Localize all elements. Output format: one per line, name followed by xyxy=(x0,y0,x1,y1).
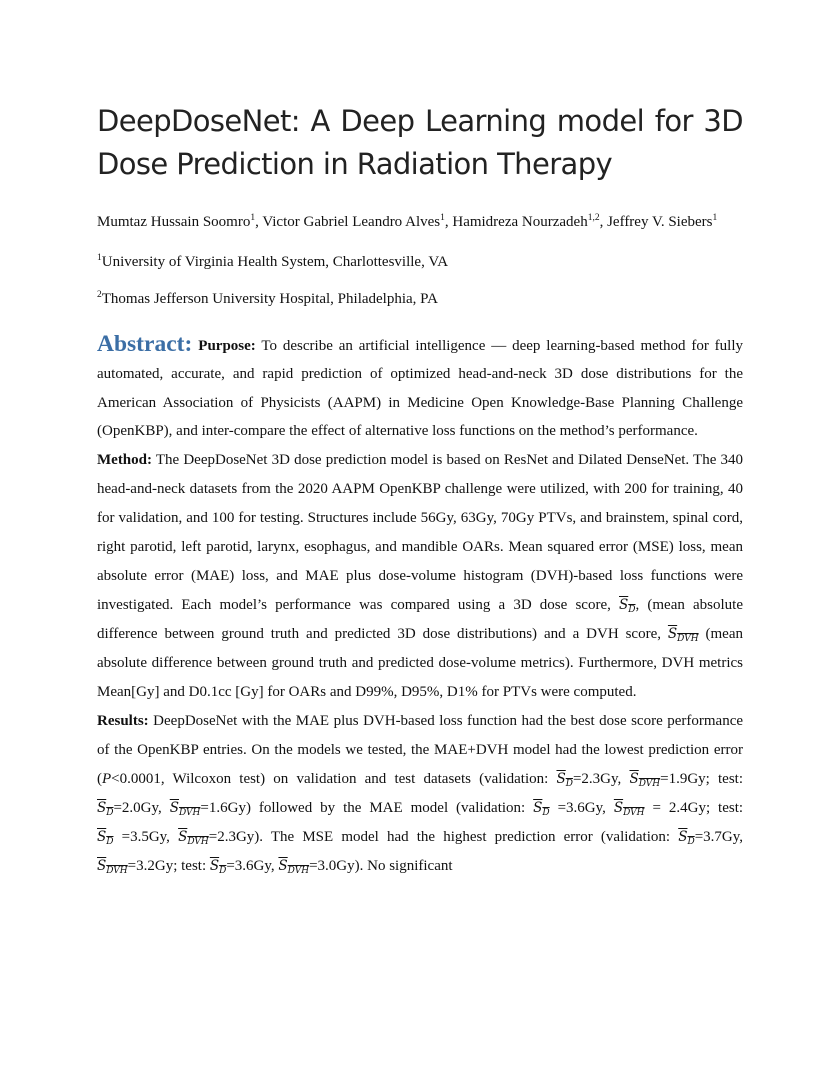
results-value: =1.6Gy) followed by the MAE model (validation: xyxy=(200,799,526,816)
affiliation-number: 2 xyxy=(97,289,102,300)
p-value-symbol: P xyxy=(102,770,112,787)
dose-score-symbol: $S_D$ xyxy=(97,828,114,847)
results-value: =3.5Gy, xyxy=(121,828,170,845)
dvh-score-symbol: $S_{DVH}$ xyxy=(613,799,645,818)
purpose-label: Purpose: xyxy=(198,337,256,354)
results-label: Results: xyxy=(97,712,149,729)
author-name: Jeffrey V. Siebers xyxy=(607,214,713,230)
affiliation-text: University of Virginia Health System, Charlottesville, VA xyxy=(101,253,449,270)
results-value: =3.6Gy, xyxy=(226,857,275,874)
author-affiliation-mark: 1 xyxy=(440,213,445,223)
dose-score-symbol: $S_D$ xyxy=(97,799,114,818)
paper-page xyxy=(97,100,743,881)
results-value: =3.2Gy; test: xyxy=(127,857,207,874)
results-value: =3.7Gy, xyxy=(694,828,744,845)
dvh-score-symbol: $S_{DVH}$ xyxy=(97,857,128,876)
author-name: Victor Gabriel Leandro Alves xyxy=(262,214,441,230)
dose-score-symbol: $S_D$ xyxy=(619,596,636,615)
abstract-results xyxy=(97,707,743,881)
author-affiliation-mark: 1,2 xyxy=(587,213,600,223)
results-value: =2.3Gy). The MSE model had the highest prediction error (validation: xyxy=(208,828,671,845)
author-affiliation-mark: 1 xyxy=(712,213,718,223)
results-value: =3.0Gy). No significant xyxy=(309,857,453,874)
affiliation-number: 1 xyxy=(97,252,102,263)
affiliation xyxy=(97,288,743,310)
dose-score-symbol: $S_D$ xyxy=(678,828,695,847)
method-text: (mean absolute difference between ground truth and predicted dose-volume metrics). Furthermore, DVH metrics Mean[Gy] and D0.1cc [Gy] for OARs and D99%, D95%, D1% for PTVs were computed. xyxy=(97,625,743,700)
paper-title: DeepDoseNet: A Deep Learning model for 3D Dose Prediction in Radiation Therapy xyxy=(97,104,743,181)
method-text: The DeepDoseNet 3D dose prediction model is based on ResNet and Dilated DenseNet. The 340 head-and-neck datasets from the 2020 AAPM OpenKBP challenge were utilized, with 200 for training, 40 for validation, and 100 for testing. Structures include 56Gy, 63Gy, 70Gy PTVs, and brainstem, spinal cord, right parotid, left parotid, larynx, esophagus, and mandible OARs. Mean squared error (MSE) loss, mean absolute error (MAE) loss, and MAE plus dose-volume histogram (DVH)-based loss functions were investigated. Each model’s performance was compared using a 3D dose score, xyxy=(97,451,743,613)
dvh-score-symbol: $S_{DVH}$ xyxy=(629,770,661,789)
results-text: <0.0001, Wilcoxon test) on validation and test datasets (validation: xyxy=(111,770,549,787)
dose-score-symbol: $S_D$ xyxy=(209,857,227,876)
affiliation-text: Thomas Jefferson University Hospital, Philadelphia, PA xyxy=(101,290,438,307)
abstract-method xyxy=(97,446,743,707)
results-value: =3.6Gy, xyxy=(557,799,606,816)
results-value: =2.3Gy, xyxy=(572,770,622,787)
dose-score-symbol: $S_D$ xyxy=(533,799,550,818)
affiliation xyxy=(97,251,743,273)
author-affiliation-mark: 1 xyxy=(250,213,256,223)
dvh-score-symbol: $S_{DVH}$ xyxy=(178,828,209,847)
author-name: Mumtaz Hussain Soomro xyxy=(97,214,251,230)
results-value: =1.9Gy; test: xyxy=(660,770,744,787)
dose-score-symbol: $S_D$ xyxy=(556,770,573,789)
results-value: =2.0Gy, xyxy=(113,799,162,816)
abstract-heading: Abstract: xyxy=(97,330,193,357)
method-label: Method: xyxy=(97,451,152,468)
author-name: Hamidreza Nourzadeh xyxy=(452,214,588,230)
dvh-score-symbol: $S_{DVH}$ xyxy=(169,799,201,818)
results-value: = 2.4Gy; test: xyxy=(652,799,744,816)
dvh-score-symbol: $S_{DVH}$ xyxy=(667,625,699,644)
abstract-purpose xyxy=(97,330,743,446)
purpose-text: To describe an artificial intelligence — deep learning-based method for fully automated, accurate, and rapid prediction of optimized head-and-neck 3D dose distributions for the American Association of Physicists (AAPM) in Medicine Open Knowledge-Base Planning Challenge (OpenKBP), and inter-compare the effect of alternative loss functions on the method’s performance. xyxy=(97,337,744,440)
dvh-score-symbol: $S_{DVH}$ xyxy=(278,857,310,876)
results-text: DeepDoseNet with the MAE plus DVH-based loss function had the best dose score performance of the OpenKBP entries. On the models we tested, the MAE+DVH model had the lowest prediction error ( xyxy=(97,712,744,787)
method-text: , (mean absolute difference between ground truth and predicted 3D dose distributions) and a DVH score, xyxy=(97,596,744,642)
author-list: Mumtaz Hussain Soomro$^1$, Victor Gabriel Leandro Alves$^1$, Hamidreza Nourzadeh$^{1,2}$, Jeffrey V. Siebers$^1$ xyxy=(97,213,718,230)
